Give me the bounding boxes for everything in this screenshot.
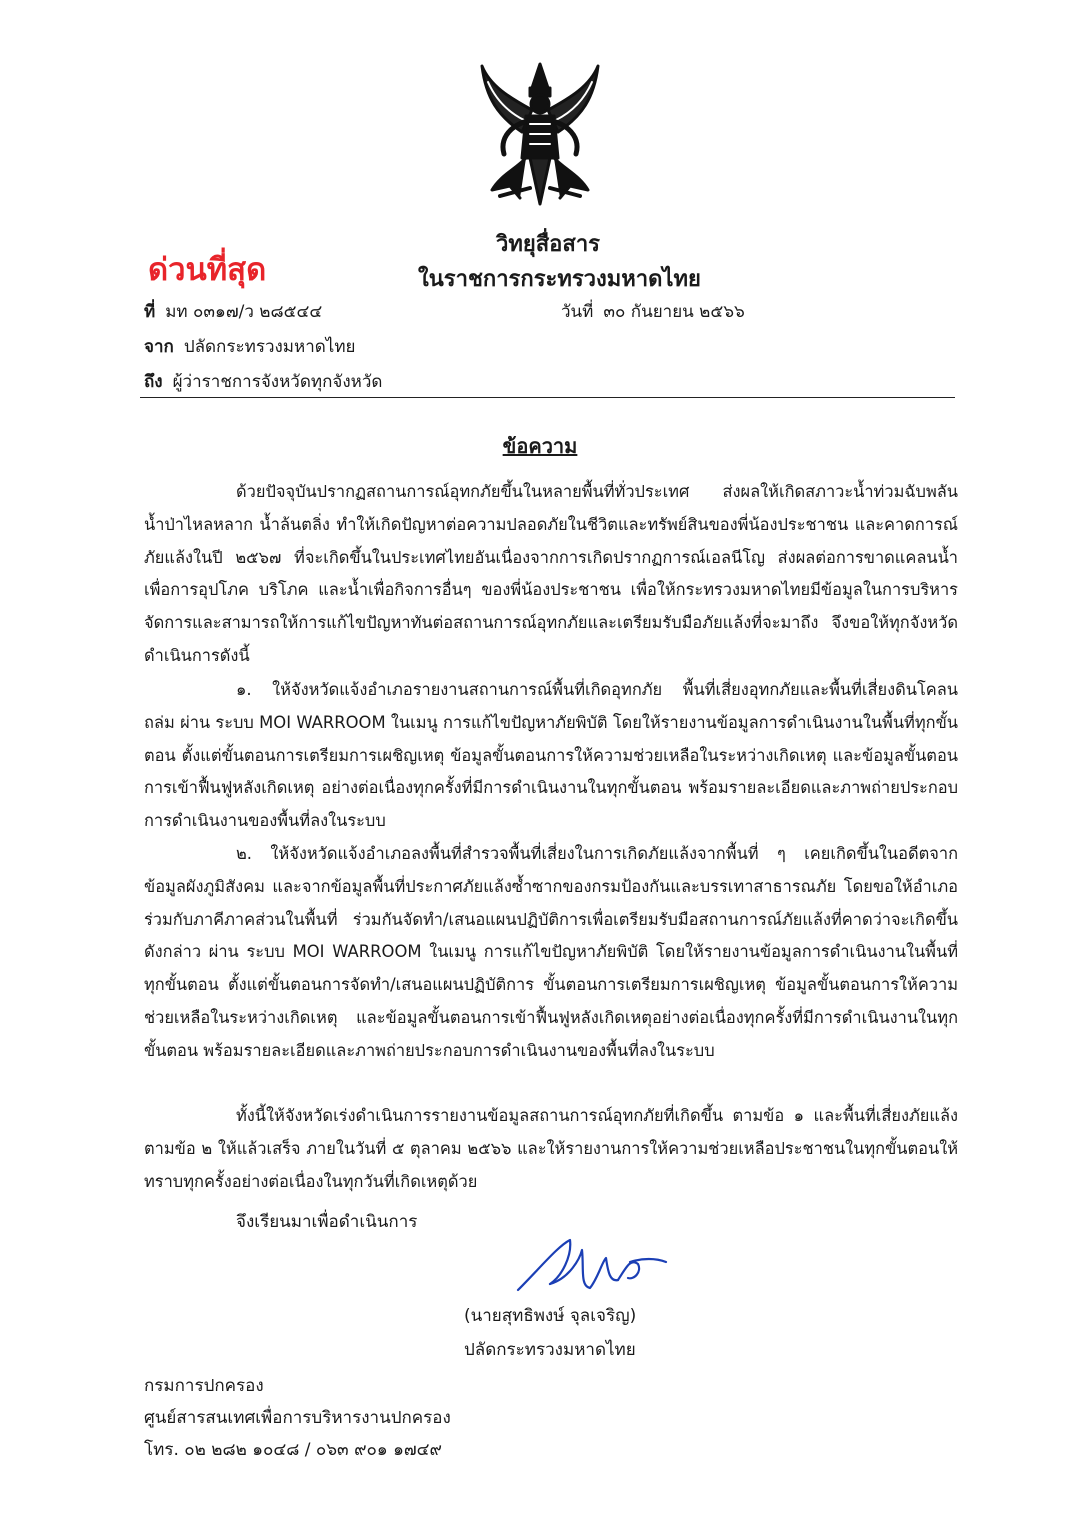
urgency-stamp: ด่วนที่สุด (148, 252, 267, 288)
to-value: ผู้ว่าราชการจังหวัดทุกจังหวัด (172, 372, 383, 392)
footer-office: ศูนย์สารสนเทศเพื่อการบริหารงานปกครอง (144, 1408, 451, 1428)
header-title-line2: ในราชการกระทรวงมหาดไทย (418, 267, 701, 292)
footer-phone: โทร. ๐๒ ๒๘๒ ๑๐๔๘ / ๐๖๓ ๙๐๑ ๑๗๔๙ (144, 1440, 442, 1460)
to-label: ถึง (144, 372, 163, 392)
signature (510, 1228, 670, 1308)
from-field (144, 333, 356, 360)
garuda-emblem (470, 58, 610, 208)
message-title: ข้อความ (502, 434, 578, 458)
signatory-name: (นายสุทธิพงษ์ จุลเจริญ) (464, 1306, 637, 1326)
item-2-paragraph: ๒. ให้จังหวัดแจ้งอำเภอลงพื้นที่สำรวจพื้นที่เสี่ยงในการเกิดภัยแล้งจากพื้นที่ ๆ เคยเกิดขึ้นในอดีตจากข้อมูลผังภูมิสังคม และจากข้อมูลพื้นที่ประกาศภัยแล้งซ้ำซากของกรมป้องกันและบรรเทาสาธารณภัย โดยขอให้อำเภอร่วมกับภาคีภาคส่วนในพื้นที่ ร่วมกันจัดทำ/เสนอแผนปฏิบัติการเพื่อเตรียมรับมือสถานการณ์ภัยแล้งที่คาดว่าจะเกิดขึ้นดังกล่าว ผ่าน ระบบ MOI WARROOM ในเมนู การแก้ไขปัญหาภัยพิบัติ โดยให้รายงานข้อมูลการดำเนินงานในพื้นที่ทุกขั้นตอน ตั้งแต่ขั้นตอนการจัดทำ/เสนอแผนปฏิบัติการ ขั้นตอนการเตรียมการเผชิญเหตุ ข้อมูลขั้นตอนการให้ความช่วยเหลือในระหว่างเกิดเหตุ และข้อมูลขั้นตอนการเข้าฟื้นฟูหลังเกิดเหตุอย่างต่อเนื่องทุกครั้งที่มีการดำเนินงานในทุกขั้นตอน พร้อมรายละเอียดและภาพถ่ายประกอบการดำเนินงานของพื้นที่ลงในระบบ (144, 844, 958, 1060)
reference-label: ที่ (144, 302, 156, 322)
header-divider (140, 397, 955, 398)
closing-paragraph: ทั้งนี้ให้จังหวัดเร่งดำเนินการรายงานข้อมูลสถานการณ์อุทกภัยที่เกิดขึ้น ตามข้อ ๑ และพื้นที่เสี่ยงภัยแล้งตามข้อ ๒ ให้แล้วเสร็จ ภายในวันที่ ๕ ตุลาคม ๒๕๖๖ และให้รายงานการให้ความช่วยเหลือประชาชนในทุกขั้นตอนให้ทราบทุกครั้งอย่างต่อเนื่องในทุกวันที่เกิดเหตุด้วย (144, 1106, 958, 1191)
footer-department: กรมการปกครอง (144, 1376, 264, 1396)
date-label: วันที่ (561, 302, 594, 322)
reference-value: มท ๐๓๑๗/ว ๒๘๕๔๔ (165, 302, 323, 322)
item-1-paragraph: ๑. ให้จังหวัดแจ้งอำเภอรายงานสถานการณ์พื้นที่เกิดอุทกภัย พื้นที่เสี่ยงอุทกภัยและพื้นที่เสี่ยงดินโคลนถล่ม ผ่าน ระบบ MOI WARROOM ในเมนู การแก้ไขปัญหาภัยพิบัติ โดยให้รายงานข้อมูลการดำเนินงานในพื้นที่ทุกขั้นตอน ตั้งแต่ขั้นตอนการเตรียมการเผชิญเหตุ ข้อมูลขั้นตอนการให้ความช่วยเหลือในระหว่างเกิดเหตุ และข้อมูลขั้นตอนการเข้าฟื้นฟูหลังเกิดเหตุ อย่างต่อเนื่องทุกครั้งที่มีการดำเนินงานในทุกขั้นตอน พร้อมรายละเอียดและภาพถ่ายประกอบการดำเนินงานของพื้นที่ลงในระบบ (144, 680, 958, 831)
intro-paragraph: ด้วยปัจจุบันปรากฏสถานการณ์อุทกภัยขึ้นในหลายพื้นที่ทั่วประเทศ ส่งผลให้เกิดสภาวะน้ำท่วมฉับพลัน น้ำป่าไหลหลาก น้ำล้นตลิ่ง ทำให้เกิดปัญหาต่อความปลอดภัยในชีวิตและทรัพย์สินของพี่น้องประชาชน และคาดการณ์ภัยแล้งในปี ๒๕๖๗ ที่จะเกิดขึ้นในประเทศไทยอันเนื่องจากการเกิดปรากฏการณ์เอลนีโญ ส่งผลต่อการขาดแคลนน้ำเพื่อการอุปโภค บริโภค และน้ำเพื่อกิจการอื่นๆ ของพี่น้องประชาชน เพื่อให้กระทรวงมหาดไทยมีข้อมูลในการบริหารจัดการและสามารถให้การแก้ไขปัญหาทันต่อสถานการณ์อุทกภัยและเตรียมรับมือภัยแล้งที่จะมาถึง จึงขอให้ทุกจังหวัดดำเนินการดังนี้ (144, 482, 958, 665)
to-field (144, 368, 382, 395)
reference-number (144, 298, 322, 325)
header-title-line1: วิทยุสื่อสาร (496, 232, 600, 257)
signatory-position: ปลัดกระทรวงมหาดไทย (464, 1340, 636, 1360)
from-label: จาก (144, 337, 174, 357)
date-value: ๓๐ กันยายน ๒๕๖๖ (603, 302, 745, 322)
request-line: จึงเรียนมาเพื่อดำเนินการ (236, 1212, 418, 1232)
from-value: ปลัดกระทรวงมหาดไทย (183, 337, 356, 357)
document-date (561, 298, 745, 325)
